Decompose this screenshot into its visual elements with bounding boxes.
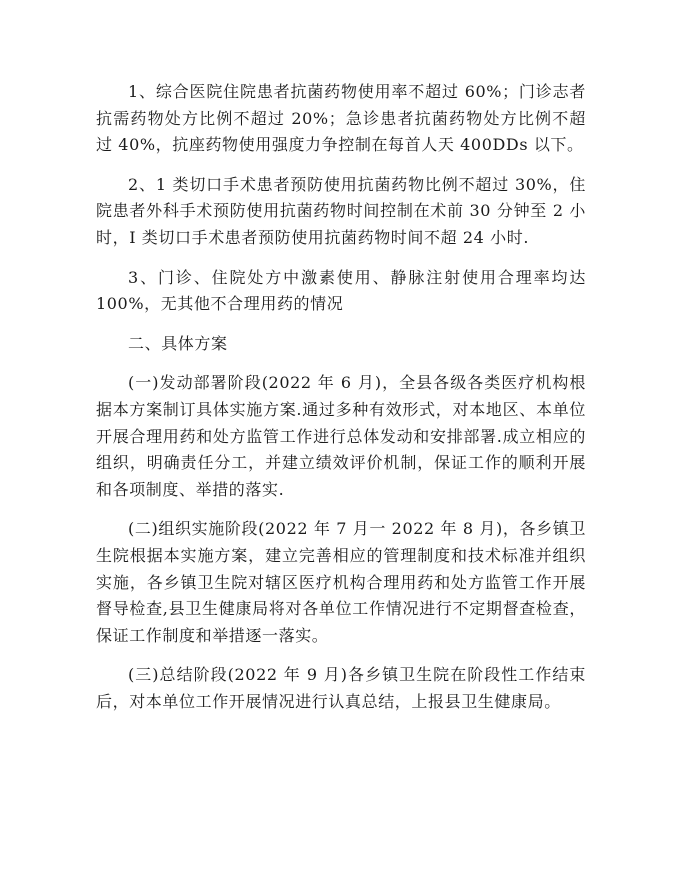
- phase-1-paragraph: (一)发动部署阶段(2022 年 6 月)，全县各级各类医疗机构根据本方案制订具体实施方案.通过多种有效形式，对本地区、本单位开展合理用药和处方监管工作进行总体发动和安排部署.成立相应的组织，明确责任分工，并建立绩效评价机制，保证工作的顺利开展和各项制度、举措的落实.: [96, 373, 586, 499]
- target-item-3: 3、门诊、住院处方中激素使用、静脉注射使用合理率均达 100%，无其他不合理用药的情况: [96, 267, 586, 314]
- target-item-2: 2、1 类切口手术患者预防使用抗菌药物比例不超过 30%，住院患者外科手术预防使用抗菌药物时间控制在术前 30 分钟至 2 小时，I 类切口手术患者预防使用抗菌药物时间不超 24 小时.: [96, 174, 586, 247]
- phase-3-paragraph: (三)总结阶段(2022 年 9 月)各乡镇卫生院在阶段性工作结束后，对本单位工作开展情况进行认真总结，上报县卫生健康局。: [96, 665, 586, 711]
- target-item-1: 1、综合医院住院患者抗菌药物使用率不超过 60%；门诊志者抗需药物处方比例不超过 20%；急诊患者抗菌药物处方比例不超过 40%，抗座药物使用强度力争控制在每首人天 400DDs 以下。: [96, 82, 586, 155]
- document-body: [96, 79, 586, 728]
- section-heading: 二、具体方案: [128, 333, 228, 353]
- phase-2-paragraph: (二)组织实施阶段(2022 年 7 月一 2022 年 8 月)，各乡镇卫生院根据本实施方案，建立完善相应的管理制度和技术标准并组织实施，各乡镇卫生院对辖区医疗机构合理用药和处方监管工作开展督导检查,县卫生健康局将对各单位工作情况进行不定期督查检查，保证工作制度和举措逐一落实。: [96, 519, 586, 645]
